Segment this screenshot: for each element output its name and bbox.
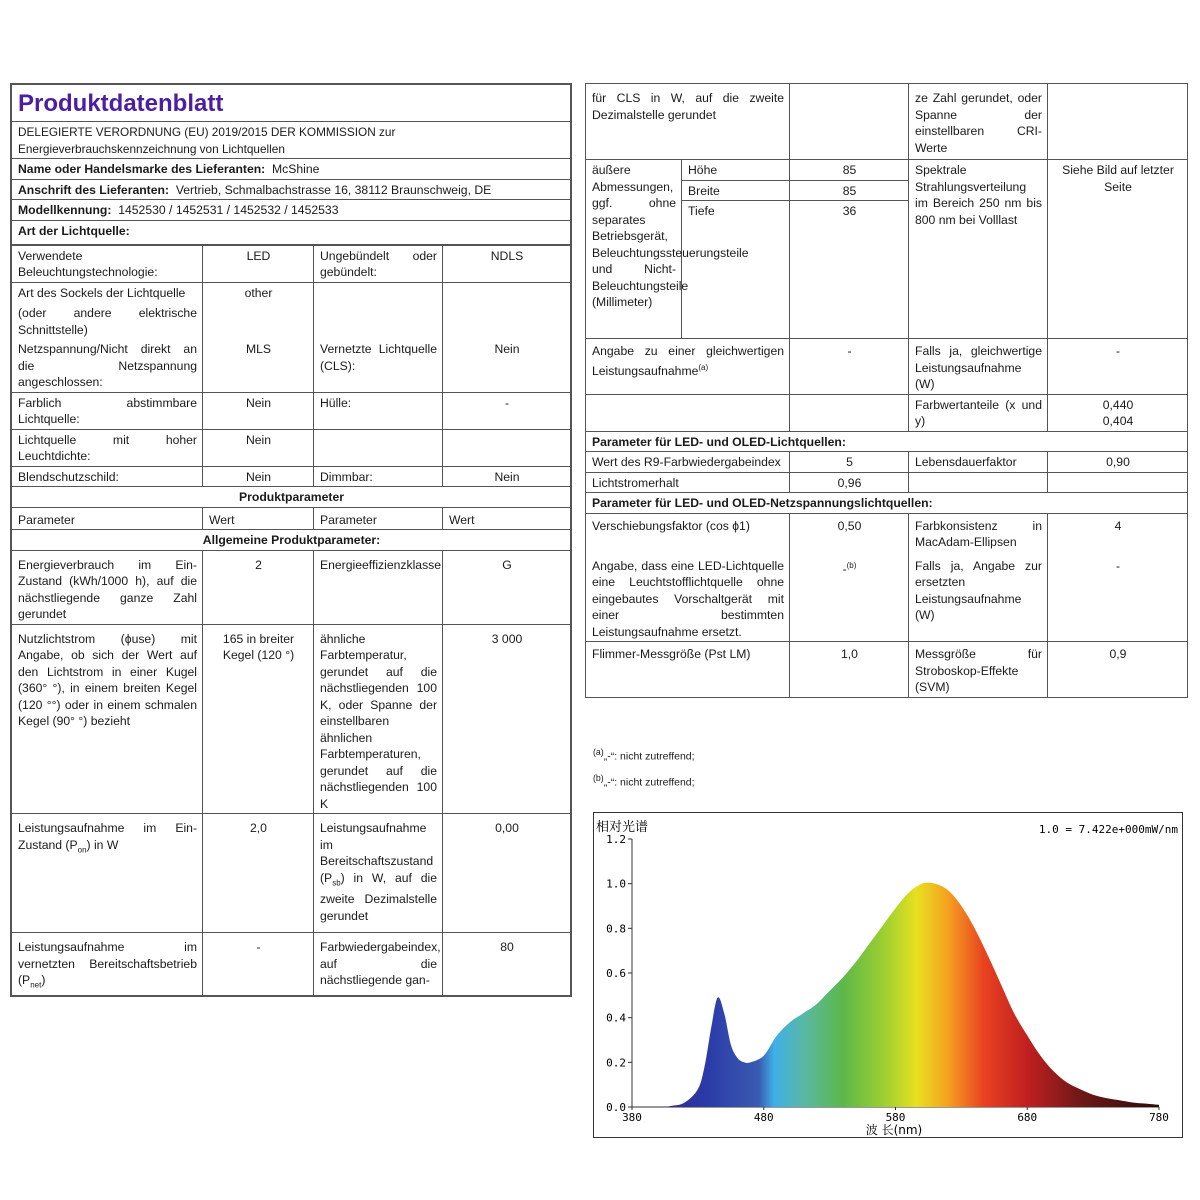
param-label: ähnliche Farbtemperatur, gerundet auf die nächstliegenden 100 K, oder Spanne der einstellbaren ähnlichen Farbtemperaturen, gerundet auf die nächstliegenden 100 K (314, 624, 443, 814)
column-header: Wert (203, 507, 314, 530)
socket-label-2: (oder andere elektrische Schnittstelle) (18, 306, 197, 337)
footnotes (593, 742, 695, 793)
param-value: Nein (203, 392, 314, 429)
param-value: - (1048, 339, 1188, 395)
dim-value: 36 (790, 201, 909, 339)
dim-name: Breite (682, 180, 790, 201)
param-label (586, 394, 790, 431)
table-row (12, 245, 571, 282)
dim-name: Tiefe (682, 201, 790, 339)
param-value: 0,50 (790, 513, 909, 552)
page-title: Produktdatenblatt (12, 85, 571, 122)
param-value: Nein (443, 466, 571, 487)
param-label: Energieverbrauch im Ein-Zustand (kWh/1000 h), auf die nächstliegende ganze Zahl gerundet (12, 550, 203, 624)
table-row (12, 282, 571, 339)
dim-value: 85 (790, 160, 909, 181)
socket-label: Art des Sockels der Lichtquelle (18, 285, 186, 300)
param-label: Flimmer-Messgröße (Pst LM) (586, 642, 790, 698)
param-value: - (443, 392, 571, 429)
param-label: Dimmbar: (314, 466, 443, 487)
param-label (314, 429, 443, 466)
column-header: Parameter (314, 507, 443, 530)
type-header: Art der Lichtquelle: (12, 220, 571, 244)
param-label: Nutzlichtstrom (ϕuse) mit Angabe, ob sich der Wert auf den Lichtstrom in einer Kugel (360° °), in einem breiten Kegel (120 °°) oder in einem schmalen Kegel (90° °) bezieht (12, 624, 203, 814)
led-params-header: Parameter für LED- und OLED-Lichtquellen: (586, 431, 1188, 452)
param-value: 0,96 (790, 472, 909, 493)
y-tick-label: 0.4 (606, 1011, 626, 1025)
chart-title: 相对光谱 (596, 820, 649, 835)
param-label: Netzspannung/Nicht direkt an die Netzspannung angeschlossen: (12, 339, 203, 392)
spectrum-area (632, 883, 1159, 1107)
param-value: 1,0 (790, 642, 909, 698)
param-label: Wert des R9-Farbwiedergabeindex (586, 452, 790, 473)
param-value: 0,9 (1048, 642, 1188, 698)
param-value: NDLS (443, 245, 571, 282)
model-label: Modellkennung: (18, 203, 112, 217)
param-value: -$^{(b)}$ (790, 552, 909, 642)
param-label: Falls ja, Angabe zur ersetzten Leistungsaufnahme (W) (909, 552, 1048, 642)
product-params-header: Produktparameter (12, 487, 571, 508)
param-value (443, 282, 571, 339)
address-label: Anschrift des Lieferanten: (18, 182, 170, 197)
model-value: 1452530 / 1452531 / 1452532 / 1452533 (118, 203, 339, 217)
supplier-value: McShine (272, 162, 320, 176)
table-row (586, 394, 1188, 431)
spectral-label: Spektrale Strahlungsverteilung im Bereich 250 nm bis 800 nm bei Volllast (909, 160, 1048, 339)
right-datasheet (585, 83, 1188, 698)
x-tick-label: 680 (1017, 1111, 1038, 1124)
param-label: Lebensdauerfaktor (909, 452, 1048, 473)
address-row (12, 179, 571, 200)
param-value: 0,00 (443, 814, 571, 933)
table-row (586, 339, 1188, 395)
param-value: 5 (790, 452, 909, 473)
param-label: Lichtstromerhalt (586, 472, 790, 493)
param-value (1048, 84, 1188, 160)
chroma-x: 0,440 (1102, 397, 1134, 412)
dims-label: äußere Abmessungen, ggf. ohne separates Betriebsgerät, Beleuchtungssteuerungsteile und Nicht-Beleuchtungsteile (Millimeter) (586, 160, 682, 339)
table-row (586, 472, 1188, 493)
mains-params-header: Parameter für LED- und OLED-Netzspannungslichtquellen: (586, 493, 1188, 514)
x-tick-label: 780 (1149, 1111, 1169, 1124)
dim-name: Höhe (682, 160, 790, 181)
table-row (12, 624, 571, 814)
y-tick-label: 1.0 (606, 877, 626, 891)
param-value (1048, 472, 1188, 493)
y-tick-label: 0.2 (606, 1056, 626, 1070)
param-value: Nein (203, 466, 314, 487)
supplier-row (12, 159, 571, 180)
spectral-value: Siehe Bild auf letzter Seite (1048, 160, 1188, 339)
param-label: Angabe, dass eine LED-Lichtquelle eine Leuchtstofflichtquelle ohne eingebautes Vorschaltgerät mit einer bestimmten Leistungsaufnahme ersetzt. (586, 552, 790, 642)
table-row (12, 814, 571, 933)
table-row (586, 513, 1188, 552)
table-row (586, 552, 1188, 642)
table-row (586, 642, 1188, 698)
x-axis-label: 波 长(nm) (865, 1123, 923, 1137)
param-value: - (790, 339, 909, 395)
lightsource-table (11, 245, 571, 997)
param-label: Farbwiedergabeindex, auf die nächstliegende gan- (314, 933, 443, 996)
param-value: 2 (203, 550, 314, 624)
y-tick-label: 1.2 (606, 833, 626, 846)
param-label: Messgröße für Stroboskop-Effekte (SVM) (909, 642, 1048, 698)
column-header-row (12, 507, 571, 530)
param-value: Nein (443, 339, 571, 392)
supplier-label: Name oder Handelsmarke des Lieferanten: (18, 162, 266, 176)
param-label: Leistungsaufnahme im vernetzten Bereitschaftsbetrieb $(P_{net})$ (12, 933, 203, 996)
param-label: Falls ja, gleichwertige Leistungsaufnahme (W) (909, 339, 1048, 395)
table-row (12, 933, 571, 996)
param-label (314, 282, 443, 339)
column-header: Wert (443, 507, 571, 530)
spectrum-svg (594, 813, 1182, 1137)
footnote-a: $^{(a)}$„-“: nicht zutreffend; (593, 747, 695, 763)
regulation-subtitle: DELEGIERTE VERORDNUNG (EU) 2019/2015 DER KOMMISSION zur Energieverbrauchskennzeichnung von Lichtquellen (12, 122, 571, 159)
param-value: 2,0 (203, 814, 314, 933)
param-value: LED (203, 245, 314, 282)
param-label (909, 472, 1048, 493)
param-label: ze Zahl gerundet, oder Spanne der einstellbaren CRI-Werte (909, 84, 1048, 160)
table-row (12, 429, 571, 466)
x-tick-label: 580 (885, 1111, 906, 1124)
param-label: Verschiebungsfaktor (cos ϕ1) (586, 513, 790, 552)
param-label: Farbwertanteile (x und y) (909, 394, 1048, 431)
param-label: für CLS in W, auf die zweite Dezimalstelle gerundet (586, 84, 790, 160)
param-label: Verwendete Beleuchtungstechnologie: (12, 245, 203, 282)
chart-scale-note: 1.0 = 7.422e+000mW/nm (1038, 823, 1178, 836)
param-label: Leistungsaufnahme im Bereitschaftszustand $(P_{sb})$ in W, auf die zweite Dezimalstelle gerundet (314, 814, 443, 933)
table-row (586, 160, 1188, 181)
param-value: 0,90 (1048, 452, 1188, 473)
param-label: Vernetzte Lichtquelle (CLS): (314, 339, 443, 392)
spectrum-chart (593, 812, 1183, 1138)
y-tick-label: 0.0 (606, 1101, 626, 1114)
param-value: 80 (443, 933, 571, 996)
param-label: Lichtquelle mit hoher Leuchtdichte: (12, 429, 203, 466)
param-value: - (1048, 552, 1188, 642)
param-value (790, 84, 909, 160)
param-value (790, 394, 909, 431)
param-label: Energieeffizienzklasse (314, 550, 443, 624)
footnote-b: $^{(b)}$„-“: nicht zutreffend; (593, 772, 695, 788)
table-row (12, 339, 571, 392)
table-row (586, 452, 1188, 473)
param-label: Ungebündelt oder gebündelt: (314, 245, 443, 282)
y-tick-label: 0.6 (606, 967, 626, 980)
table-row (586, 84, 1188, 160)
param-label: Leistungsaufnahme im Ein-Zustand $(P_{on})$ in W (12, 814, 203, 933)
x-tick-label: 380 (622, 1111, 642, 1124)
table-row (12, 392, 571, 429)
param-value: G (443, 550, 571, 624)
param-value (1048, 394, 1188, 431)
right-table (585, 83, 1188, 698)
param-value: 3 000 (443, 624, 571, 814)
param-value (443, 429, 571, 466)
param-value: other (203, 282, 314, 339)
table-row (12, 550, 571, 624)
x-tick-label: 480 (753, 1111, 774, 1124)
param-label: Farbkonsistenz in MacAdam-Ellipsen (909, 513, 1048, 552)
address-value: Vertrieb, Schmalbachstrasse 16, 38112 Braunschweig, DE (175, 182, 492, 197)
param-label: Hülle: (314, 392, 443, 429)
left-datasheet (10, 83, 572, 997)
dim-value: 85 (790, 180, 909, 201)
chart-marks (631, 883, 1159, 1108)
param-value: MLS (203, 339, 314, 392)
param-label: Blendschutzschild: (12, 466, 203, 487)
general-params-header: Allgemeine Produktparameter: (12, 530, 571, 551)
header-table (11, 84, 571, 245)
param-label: Farblich abstimmbare Lichtquelle: (12, 392, 203, 429)
param-label (12, 282, 203, 339)
param-label: Angabe zu einer gleichwertigen Leistungsaufnahme$^{(a)}$ (586, 339, 790, 395)
model-row (12, 200, 571, 221)
column-header: Parameter (12, 507, 203, 530)
table-row (12, 466, 571, 487)
param-value: 165 in breiter Kegel (120 °) (203, 624, 314, 814)
y-tick-label: 0.8 (606, 922, 626, 936)
param-value: - (203, 933, 314, 996)
param-value: 4 (1048, 513, 1188, 552)
chroma-y: 0,404 (1102, 414, 1134, 428)
param-value: Nein (203, 429, 314, 466)
